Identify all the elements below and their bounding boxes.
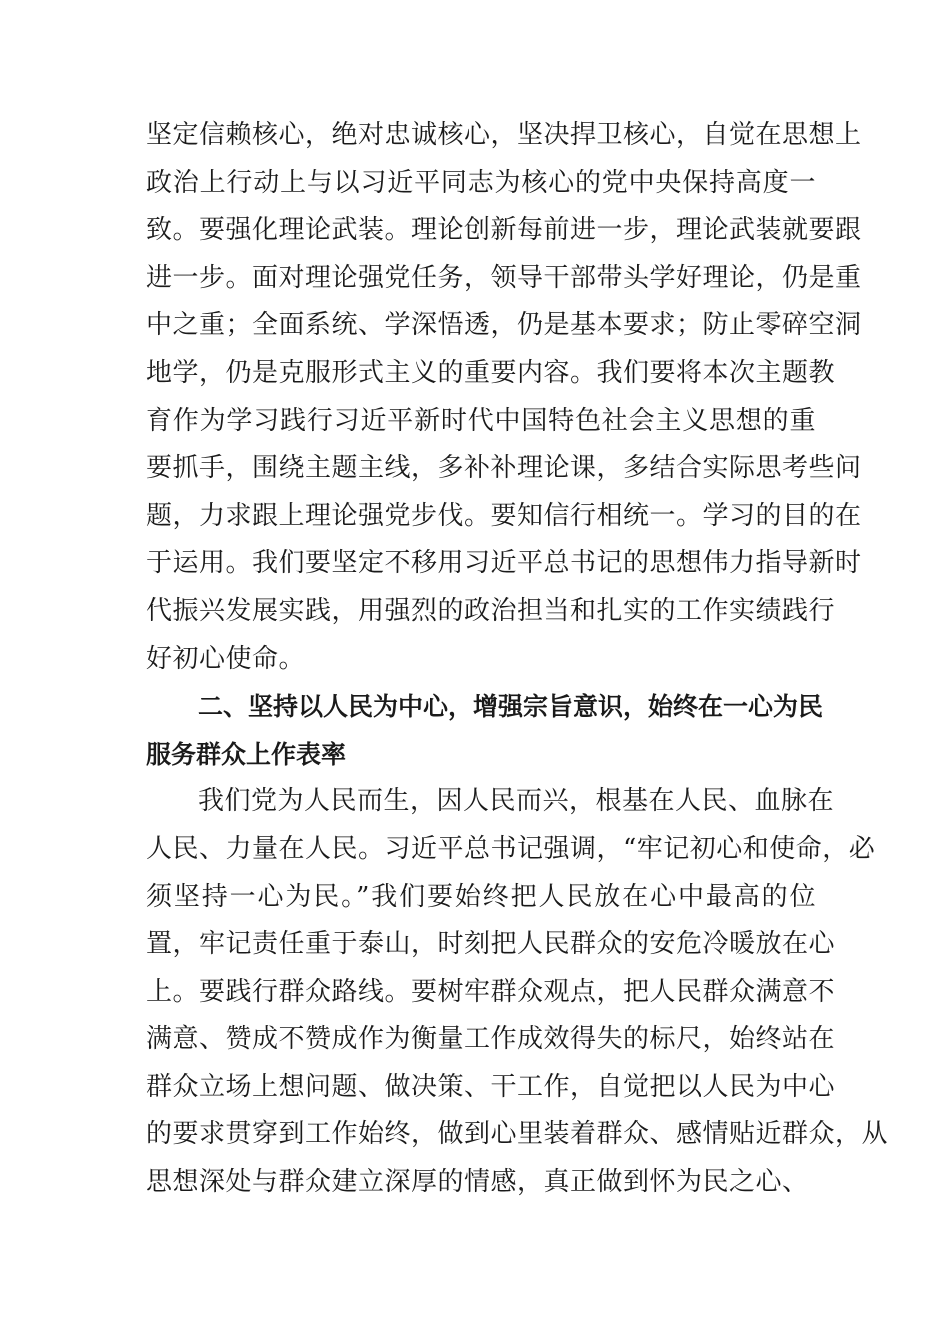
section-heading: 二、坚持以人民为中心，增强宗旨意识，始终在一心为民 (198, 692, 824, 722)
text-line: 满意、赞成不赞成作为衡量工作成效得失的标尺，始终站在 (146, 1024, 836, 1055)
text-line: 致。要强化理论武装。理论创新每前进一步，理论武装就要跟 (146, 215, 862, 246)
text-line: 须坚持一心为民。”我们要始终把人民放在心中最高的位 (146, 881, 816, 912)
text-line: 上。要践行群众路线。要树牢群众观点，把人民群众满意不 (146, 976, 836, 1007)
text-line: 人民、力量在人民。习近平总书记强调，“牢记初心和使命，必 (146, 833, 876, 864)
text-line: 中之重；全面系统、学深悟透，仍是基本要求；防止零碎空洞 (146, 310, 862, 341)
text-line: 政治上行动上与以习近平同志为核心的党中央保持高度一 (146, 167, 816, 198)
text-line: 进一步。面对理论强党任务，领导干部带头学好理论，仍是重 (146, 262, 862, 293)
text-line: 置，牢记责任重于泰山，时刻把人民群众的安危冷暖放在心 (146, 929, 836, 960)
text-line: 好初心使命。 (146, 643, 306, 674)
text-line: 于运用。我们要坚定不移用习近平总书记的思想伟力指导新时 (146, 548, 862, 579)
text-line: 的要求贯穿到工作始终，做到心里装着群众、感情贴近群众，从 (146, 1119, 889, 1150)
text-line: 要抓手，围绕主题主线，多补补理论课，多结合实际思考些问 (146, 453, 862, 484)
text-line: 地学，仍是克服形式主义的重要内容。我们要将本次主题教 (146, 357, 836, 388)
text-line: 群众立场上想问题、做决策、干工作，自觉把以人民为中心 (146, 1071, 836, 1102)
text-line: 题，力求跟上理论强党步伐。要知信行相统一。学习的目的在 (146, 500, 862, 531)
text-line: 代振兴发展实践，用强烈的政治担当和扎实的工作实绩践行 (146, 595, 836, 626)
section-heading: 服务群众上作表率 (146, 739, 347, 769)
text-line: 我们党为人民而生，因人民而兴，根基在人民、血脉在 (198, 786, 835, 817)
text-line: 思想深处与群众建立深厚的情感，真正做到怀为民之心、 (146, 1167, 809, 1198)
text-line: 育作为学习践行习近平新时代中国特色社会主义思想的重 (146, 405, 816, 436)
document-body (146, 112, 889, 1207)
text-line: 坚定信赖核心，绝对忠诚核心，坚决捍卫核心，自觉在思想上 (146, 120, 862, 150)
